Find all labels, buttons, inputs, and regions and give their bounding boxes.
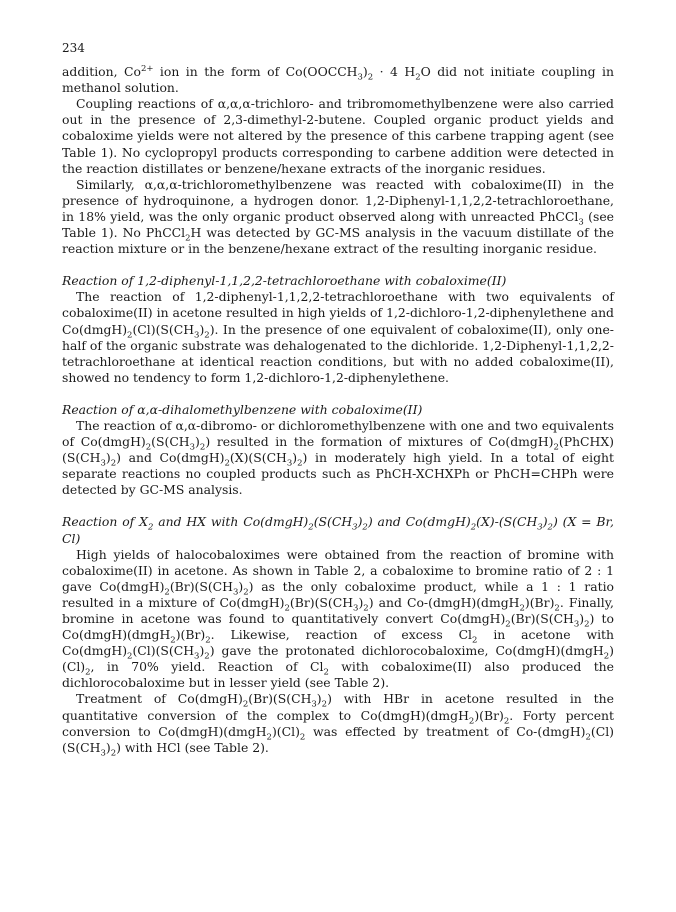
paragraph: Coupling reactions of α,α,α-trichloro- and tribromomethylbenzene were also carried out in the presence of 2,3-dimethyl-2-butene. Coupled organic product yields and cobaloxime yields were not altered by the presence of this carbene trapping agent (see Table 1). No cyclopropyl products corresponding to carbene addition were detected in the reaction distillates or benzene/hexane extracts of the inorganic residues. (62, 96, 614, 176)
paragraph: The reaction of 1,2-diphenyl-1,1,2,2-tetrachloroethane with two equivalents of cobaloxime(II) in acetone resulted in high yields of 1,2-dichloro-1,2-diphenylethene and $Co(dmgH)_2(Cl)(S(CH_3)_2)$. In the presence of one equivalent of cobaloxime(II), only one-half of the organic substrate was dehalogenated to the dichloride. 1,2-Diphenyl-1,1,2,2-tetrachloroethane at identical reaction conditions, but with no added cobaloxime(II), showed no tendency to form 1,2-dichloro-1,2-diphenylethene. (62, 289, 614, 385)
paragraph: addition, $Co^{2+}$ ion in the form of $Co(OOCCH_3)_2 \cdot 4$ $H_2O$ did not initiate coupling in methanol solution. (62, 63, 614, 96)
section-heading: Reaction of α,α-dihalomethylbenzene with cobaloxime(II) (62, 401, 423, 417)
paragraph: Treatment of $Co(dmgH)_2(Br)(S(CH_3)_2)$ with HBr in acetone resulted in the quantitative conversion of the complex to $Co(dmgH)(dmgH_2)(Br)_2$. Forty percent conversion to $Co(dmgH)(dmgH_2)(Cl)_2$ was effected by treatment of $Co-(dmgH)_2(Cl)(S(CH_3)_2)$ with HCl (see Table 2). (62, 691, 614, 759)
section-heading: Reaction of $X_2$ and HX with $Co(dmgH)_2(S(CH_3)_2)$ and $Co(dmgH)_2(X)-(S(CH_3)_2) (X = Br$, Cl) (62, 514, 614, 546)
paragraph: The reaction of α,α-dibromo- or dichloromethylbenzene with one and two equivalents of $Co(dmgH)_2(S(CH_3)_2)$ resulted in the formation of mixtures of $Co(dmgH)_2(PhCHX)(S(CH_3)_2)$ and $Co(dmgH)_2(X)(S(CH_3)_2)$ in moderately high yield. In a total of eight separate reactions no coupled products such as PhCH-XCHXPh or PhCH=CHPh were detected by GC-MS analysis. (62, 417, 614, 498)
document-page (62, 40, 615, 759)
section-heading: Reaction of 1,2-diphenyl-1,1,2,2-tetrachloroethane with cobaloxime(II) (62, 273, 507, 289)
paragraph: High yields of halocobaloximes were obtained from the reaction of bromine with cobaloxime(II) in acetone. As shown in Table 2, a cobaloxime to bromine ratio of 2 : 1 gave $Co(dmgH)_2(Br)(S(CH_3)_2)$ as the only cobaloxime product, while a 1 : 1 ratio resulted in a mixture of $Co(dmgH)_2(Br)(S(CH_3)_2)$ and $Co-(dmgH)(dmgH_2)(Br)_2$. Finally, bromine in acetone was found to quantitatively convert $Co(dmgH)_2(Br)(S(CH_3)_2)$ to $Co(dmgH)(dmgH_2)(Br)_2$. Likewise, reaction of excess $Cl_2$ in acetone with $Co(dmgH)_2(Cl)(S(CH_3)_2)$ gave the protonated dichlorocobaloxime, $Co(dmgH)(dmgH_2)(Cl)_2$, in 70% yield. Reaction of $Cl_2$ with cobaloxime(II) also produced the dichlorocobaloxime but in lesser yield (see Table 2). (62, 546, 614, 691)
page-number: 234 (62, 41, 85, 55)
paragraph: Similarly, α,α,α-trichloromethylbenzene was reacted with cobaloxime(II) in the presence of hydroquinone, a hydrogen donor. 1,2-Diphenyl-1,1,2,2-tetrachloroethane, in 18% yield, was the only organic product observed along with unreacted PhCCl$_3$ (see Table 1). No PhCCl$_2$H was detected by GC-MS analysis in the vacuum distillate of the reaction mixture or in the benzene/hexane extract of the resulting inorganic residue. (62, 176, 615, 257)
